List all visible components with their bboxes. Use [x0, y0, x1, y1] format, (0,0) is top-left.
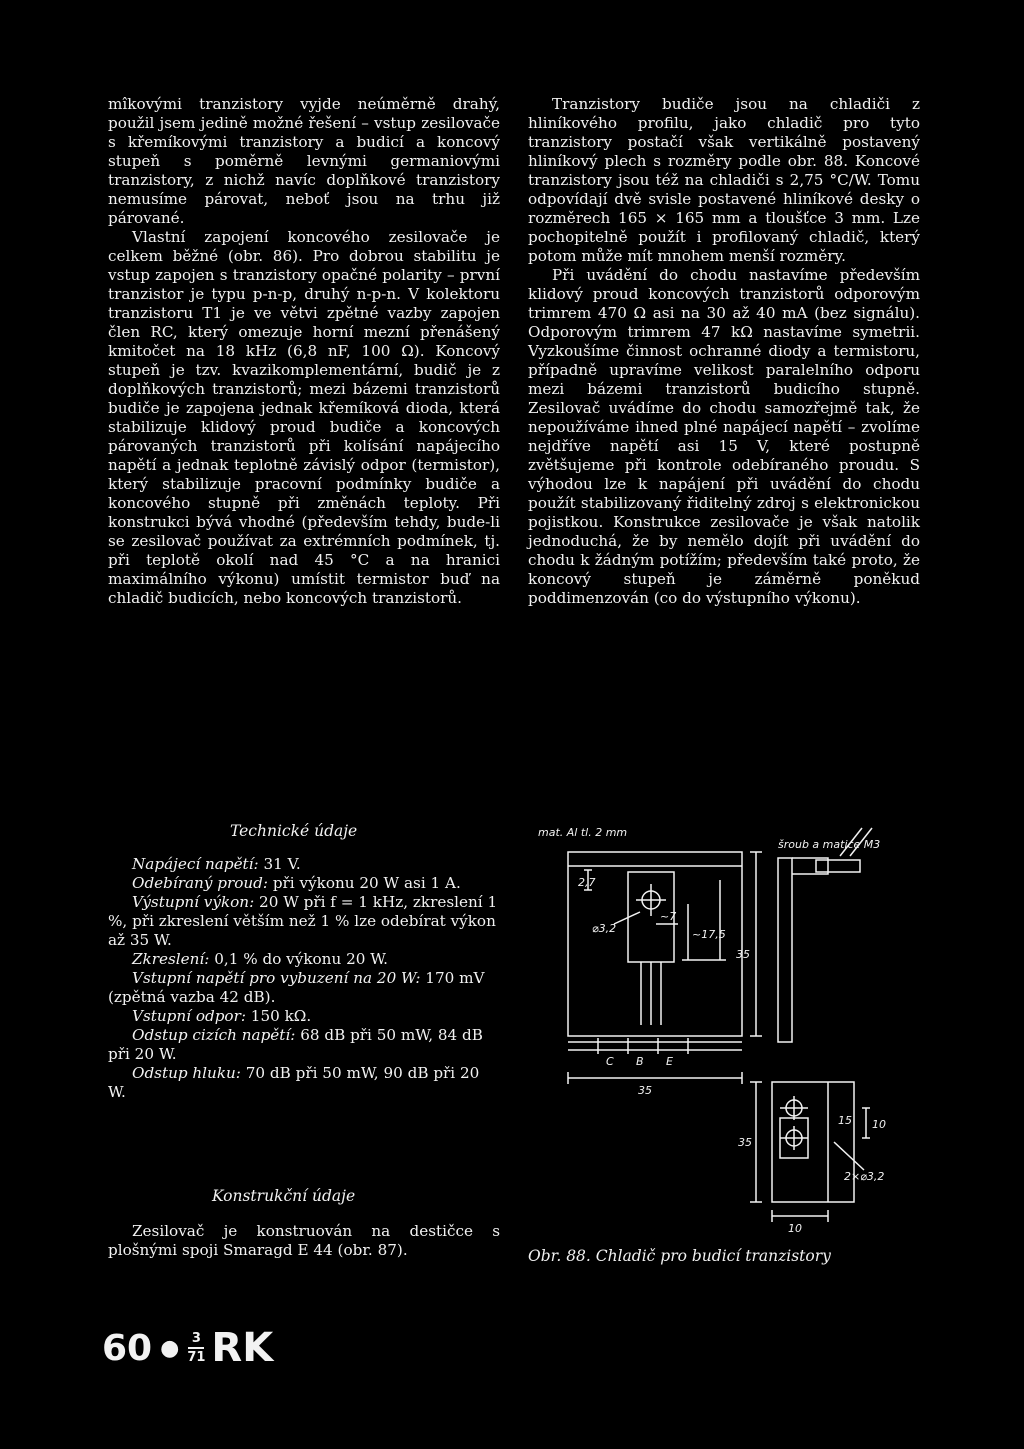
- bullet-icon: ●: [160, 1335, 180, 1361]
- spec-item: Odstup hluku: 70 dB při 50 mW, 90 dB při 20 W.: [108, 1064, 480, 1101]
- spec-item: Odebíraný proud: při výkonu 20 W asi 1 A.: [132, 874, 461, 892]
- construction-heading: Konstrukční údaje: [212, 1187, 356, 1205]
- dim-27: 2,7: [578, 876, 596, 889]
- dim-10-bottom: 10: [788, 1222, 802, 1235]
- material-label: mat. Al tl. 2 mm: [538, 826, 628, 839]
- spec-item: Napájecí napětí: 31 V.: [132, 855, 301, 873]
- issue-mark: 3 71: [187, 1331, 206, 1365]
- left-column: [108, 95, 500, 608]
- construction-text: Zesilovač je konstruován na destičce s plošnými spoji Smaragd E 44 (obr. 87).: [108, 1222, 500, 1259]
- dim-35-bottom: 35: [638, 1084, 652, 1097]
- pin-b-label: B: [636, 1055, 644, 1068]
- dim-35-side: 35: [736, 948, 750, 961]
- figure-caption: Obr. 88. Chladič pro budicí tranzistory: [528, 1247, 831, 1265]
- fraction-bar: [188, 1347, 204, 1349]
- spec-item: Vstupní odpor: 150 kΩ.: [132, 1007, 312, 1025]
- spec-item: Výstupní výkon: 20 W při f = 1 kHz, zkreslení 1 %, při zkreslení větším než 1 % lze odebírat výkon až 35 W.: [108, 893, 498, 949]
- spec-item: Zkreslení: 0,1 % do výkonu 20 W.: [132, 950, 388, 968]
- screw-label: šroub a matice M3: [778, 838, 881, 851]
- page-footer: [102, 1318, 273, 1378]
- dim-175: ~17,5: [692, 928, 726, 941]
- left-paragraph-1: mîkovými tranzistory vyjde neúměrně drahý, použil jsem jedině možné řešení – vstup zesilovače s křemíkovými tranzistory a budicí a koncový stupeň s poměrně levnými germaniovými tranzistory, z nichž navíc doplňkové tranzistory nemusíme párovat, neboť jsou na trhu již párované.: [108, 95, 500, 227]
- dim-15: 15: [838, 1114, 852, 1127]
- right-paragraph-2: Při uvádění do chodu nastavíme především klidový proud koncových tranzistorů odporovým trimrem 470 Ω asi na 30 až 40 mA (bez signálu). Odporovým trimrem 47 kΩ nastavíme symetrii. Vyzkoušíme činnost ochranné diody a termistoru, případně upravíme velikost paralelního odporu mezi bázemi tranzistorů budicího stupně. Zesilovač uvádíme do chodu samozřejmě tak, že nepoužíváme ihned plné napájecí napětí – zvolíme nejdříve napětí asi 15 V, které postupně zvětšujeme při kontrole odebíraného proudu. S výhodou lze k napájení při uvádění do chodu použít stabilizovaný řiditelný zdroj s elektronickou pojistkou. Konstrukce zesilovače je však natolik jednoduchá, že by nemělo dojít při uvádění do chodu k žádným potížím; především také proto, že koncový stupeň je záměrně poněkud poddimenzován (co do výstupního výkonu).: [528, 266, 920, 607]
- dim-7: ~7: [660, 910, 677, 923]
- page-number: 60: [102, 1327, 153, 1369]
- pin-c-label: C: [606, 1055, 614, 1068]
- heatsink-drawing: [528, 820, 918, 1240]
- spec-item: Vstupní napětí pro vybuzení na 20 W: 170 mV (zpětná vazba 42 dB).: [108, 969, 485, 1006]
- tech-specs-heading: Technické údaje: [230, 822, 358, 840]
- pin-e-label: E: [666, 1055, 673, 1068]
- right-column: [528, 95, 920, 608]
- dim-10-side: 10: [872, 1118, 886, 1131]
- tech-specs-list: [108, 855, 500, 1102]
- left-paragraph-2: Vlastní zapojení koncového zesilovače je celkem běžné (obr. 86). Pro dobrou stabilitu je vstup zapojen s tranzistory opačné polarity – první tranzistor je typu p-n-p, druhý n-p-n. V kolektoru tranzistoru T1 je ve větvi zpětné vazby zapojen člen RC, který omezuje horní mezní přenášený kmitočet na 18 kHz (6,8 nF, 100 Ω). Koncový stupeň je tzv. kvazikomplementární, budič je z doplňkových tranzistorů; mezi bázemi tranzistorů budiče je zapojena jednak křemíková dioda, která stabilizuje klidový proud budiče a koncových párovaných tranzistorů při kolísání napájecího napětí a jednak teplotně závislý odpor (termistor), který stabilizuje pracovní podmínky budiče a koncového stupně při změnách teploty. Při konstrukci bývá vhodné (především tehdy, bude-li se zesilovač používat za extrémních podmínek, tj. při teplotě okolí nad 45 °C a na hranici maximálního výkonu) umístit termistor buď na chladič budicích, nebo koncových tranzistorů.: [108, 228, 500, 607]
- magazine-logo: RK: [211, 1325, 274, 1371]
- right-paragraph-1: Tranzistory budiče jsou na chladiči z hliníkového profilu, jako chladič pro tyto tranzistory postačí však vertikálně postavený hliníkový plech s rozměry podle obr. 88. Koncové tranzistory jsou též na chladiči s 2,75 °C/W. Tomu odpovídají dvě svisle postavené hliníkové desky o rozměrech 165 × 165 mm a tloušťce 3 mm. Lze pochopitelně použít i profilovaný chladič, který potom může mít mnohem menší rozměry.: [528, 95, 920, 265]
- dim-holes: 2×⌀3,2: [844, 1170, 885, 1183]
- dim-35-vert: 35: [738, 1136, 752, 1149]
- dim-hole: ⌀3,2: [592, 922, 617, 935]
- spec-item: Odstup cizích napětí: 68 dB při 50 mW, 84 dB při 20 W.: [108, 1026, 483, 1063]
